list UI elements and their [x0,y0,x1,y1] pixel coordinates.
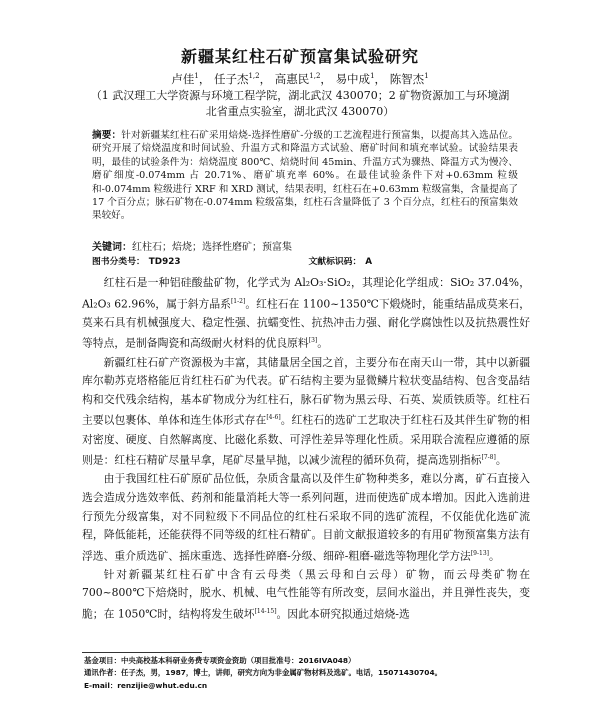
author: 易中成$^1$， [335,72,387,86]
author: 陈智杰$^1$ [389,72,429,86]
paper-title: 新疆某红柱石矿预富集试验研究 [180,47,419,66]
keywords [92,238,518,253]
abstract-label: 摘要： [92,130,122,141]
paragraph: 由于我国红柱石矿原矿品位低，杂质含量高以及伴生矿物种类多，难以分离，矿石直接入选会造成分选效率低、药剂和能量消耗大等一系列问题，进而使选矿成本增加。因此入选前进行预先分级富集，对不同粒级下不同品位的红柱石采取不同的选矿流程，不仅能优化选矿流程，降低能耗，还能获得不同等级的红柱石精矿。目前文献报道较多的有用矿物预富集方法有浮选、重介质选矿、摇床重选、选择性碎磨-分级、细碎-粗磨-磁选等物理化学方法[9-13]。 [82,472,530,563]
paragraph: 新疆红柱石矿产资源极为丰富，其储量居全国之首，主要分布在南天山一带，其中以新疆库尔勒苏克塔格能厄肯红柱石矿为代表。矿石结构主要为显微鳞片粒状变晶结构、包含变晶结构和交代残余结构，基本矿物成分为红柱石，脉石矿物为黑云母、石英、炭质铁质等。红柱石主要以包裹体、单体和连生体形式存在[4-6]。红柱石的选矿工艺取决于红柱石及其伴生矿物的相对密度、硬度、自然解离度、比磁化系数、可浮性差异等理化性质。采用联合流程应遵循的原则是：红柱石精矿尽量早拿，尾矿尽量早抛，以减少流程的循环负荷，提高选别指标[7-8]。 [82,355,531,467]
doc-code-label: 文献标识码： [308,257,362,267]
footnote-divider [82,652,202,653]
citation: [9-13] [470,549,490,557]
abstract-text: 针对新疆某红柱石矿采用焙烧-选择性磨矿-分级的工艺流程进行预富集，以提高其入选品位。研究开展了焙烧温度和时间试验、升温方式和降温方式试验、磨矿时间和填充率试验。试验结果表明，最佳的试验条件为：焙烧温度 800℃、焙烧时间 45min、升温方式为骤热、降温方式为慢冷、磨矿细度-0.074mm 占 20.71%、磨矿填充率 60%。在最佳试验条件下对+0.63mm 粒级和-0.074mm 粒级进行 XRF 和 XRD 测试，结果表明，红柱石在+0.63mm 粒级富集，含量提高了 17 个百分点；脉石矿物在-0.074mm 粒级富集，红柱石含量降低了 3 个百分点，红柱石的预富集效果较好。 [92,130,519,222]
footnote-funding: 基金项目：中央高校基本科研业务费专项资金资助（项目批准号：2016IVA048） [84,656,356,665]
footnote-email: E-mail：renzijie@whut.edu.cn [84,680,208,690]
abstract [92,129,518,223]
paragraph: 针对新疆某红柱石矿中含有云母类（黑云母和白云母）矿物，而云母类矿物在 700~800℃下焙烧时，脱水、机械、电气性能等有所改变，层间水溢出，并且弹性丧失，变脆；在 1050℃时，结构将发生破坏[14-15]。因此本研究拟通过焙烧-选 [82,567,530,621]
keywords-label: 关键词： [92,242,132,253]
author: 任子杰$^{1,2}$， [213,72,272,86]
citation: [7-8] [481,454,496,462]
clc-value: TD923 [148,257,181,267]
classification-line [92,254,518,267]
author-list [0,71,600,87]
citation: [14-15] [254,608,277,616]
doc-code-value: A [365,257,373,267]
citation: [1-2] [230,297,246,305]
body-text [82,274,530,624]
citation: [3] [308,337,318,345]
footnote-corresponding-author: 通讯作者：任子杰，男，1987，博士，讲师，研究方向为非金属矿物材料及选矿。电话，15071430704。 [84,668,442,678]
paragraph: 红柱石是一种铝硅酸盐矿物，化学式为 Al₂O₃·SiO₂，其理论化学组成：SiO₂ 37.04%，Al₂O₃ 62.96%，属于斜方晶系[1-2]。红柱石在 1100~1350℃下煅烧时，能重结晶成莫来石，莫来石具有机械强度大、稳定性强、抗蠕变性、抗热冲击力强、耐化学腐蚀性以及抗热震性好等特点，是制备陶瓷和高级耐火材料的优良原料[3]。 [82,276,531,350]
author: 卢佳$^1$， [171,72,211,86]
footnotes [84,655,532,692]
keywords-text: 红柱石；焙烧；选择性磨矿；预富集 [132,242,292,253]
affiliation: （1 武汉理工大学资源与环境工程学院，湖北武汉 430070；2 矿物资源加工与环境湖北省重点实验室，湖北武汉 430070） [90,89,510,118]
citation: [4-6] [266,414,281,422]
clc-label: 图书分类号： [92,257,145,267]
author: 高惠民$^{1,2}$， [274,72,332,86]
